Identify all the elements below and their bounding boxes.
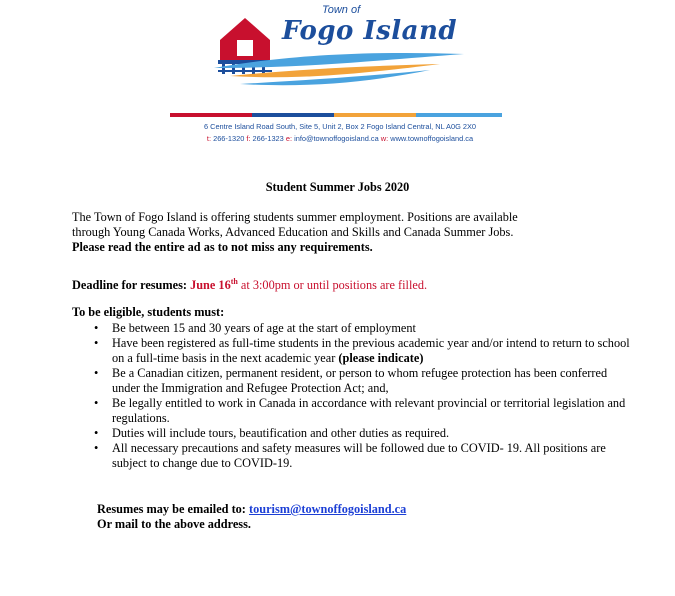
- deadline-label: Deadline for resumes:: [72, 278, 187, 293]
- header-rule-orange: [334, 113, 416, 117]
- email-line: [97, 502, 657, 517]
- intro-line-2: through Young Canada Works, Advanced Education and Skills and Canada Summer Jobs.: [72, 225, 514, 239]
- eligibility-list: [72, 321, 632, 471]
- email-label: e:: [285, 134, 293, 143]
- resume-email-link[interactable]: tourism@townoffogoisland.ca: [248, 502, 407, 516]
- list-item-text: Duties will include tours, beautification and other duties as required.: [112, 426, 450, 440]
- contact-footer: [97, 502, 657, 532]
- list-item: [72, 366, 632, 396]
- list-item-text: Have been registered as full-time students in the previous academic year and/or intend to return to school on a full-time basis in the next academic year: [112, 336, 630, 365]
- website-label: w:: [380, 134, 389, 143]
- header-email: info@townoffogoisland.ca: [294, 134, 379, 143]
- list-item-text: Be between 15 and 30 years of age at the start of employment: [112, 321, 416, 335]
- contact-line: [160, 134, 520, 143]
- fax-number: 266-1323: [252, 134, 284, 143]
- email-instruction: Resumes may be emailed to:: [97, 502, 246, 516]
- intro-line-1: The Town of Fogo Island is offering students summer employment. Positions are available: [72, 210, 518, 224]
- header-rule-blue: [252, 113, 334, 117]
- fax-label: f:: [246, 134, 251, 143]
- logo-name: Fogo Island: [282, 16, 458, 46]
- intro-paragraph: [72, 210, 632, 255]
- deadline-date-suffix: th: [230, 277, 238, 286]
- deadline-line: [72, 274, 632, 293]
- list-item: [72, 336, 632, 366]
- address-line: 6 Centre Island Road South, Site 5, Unit 2, Box 2 Fogo Island Central, NL A0G 2X0: [203, 122, 477, 131]
- header-website: www.townoffogoisland.ca: [390, 134, 474, 143]
- list-item: [72, 396, 632, 426]
- phone-number: 266-1320: [213, 134, 245, 143]
- phone-label: t:: [206, 134, 212, 143]
- list-item-text: Be a Canadian citizen, permanent resident, or person to whom refugee protection has been conferred under the Immigration and Refugee Protection Act; and,: [112, 366, 608, 395]
- header-rule-red: [170, 113, 252, 117]
- deadline-date: June 16: [190, 278, 231, 293]
- header-rule-sky: [416, 113, 502, 117]
- list-item-text: Be legally entitled to work in Canada in accordance with relevant provincial or territorial legislation and regulations.: [112, 396, 626, 425]
- list-item-bold-note: (please indicate): [338, 351, 424, 365]
- eligibility-heading: To be eligible, students must:: [72, 305, 225, 319]
- mail-line: Or mail to the above address.: [97, 517, 251, 531]
- list-item: [72, 426, 632, 441]
- list-item: [72, 441, 632, 471]
- intro-bold-line: Please read the entire ad as to not miss any requirements.: [72, 240, 373, 254]
- logo-town-of: Town of: [322, 4, 361, 16]
- town-logo: [210, 4, 470, 104]
- list-item-text: All necessary precautions and safety measures will be followed due to COVID- 19. All positions are subject to change due to COVID-19.: [112, 441, 606, 470]
- deadline-rest: at 3:00pm or until positions are filled.: [240, 278, 428, 293]
- list-item: [72, 321, 632, 336]
- document-title: Student Summer Jobs 2020: [265, 180, 410, 194]
